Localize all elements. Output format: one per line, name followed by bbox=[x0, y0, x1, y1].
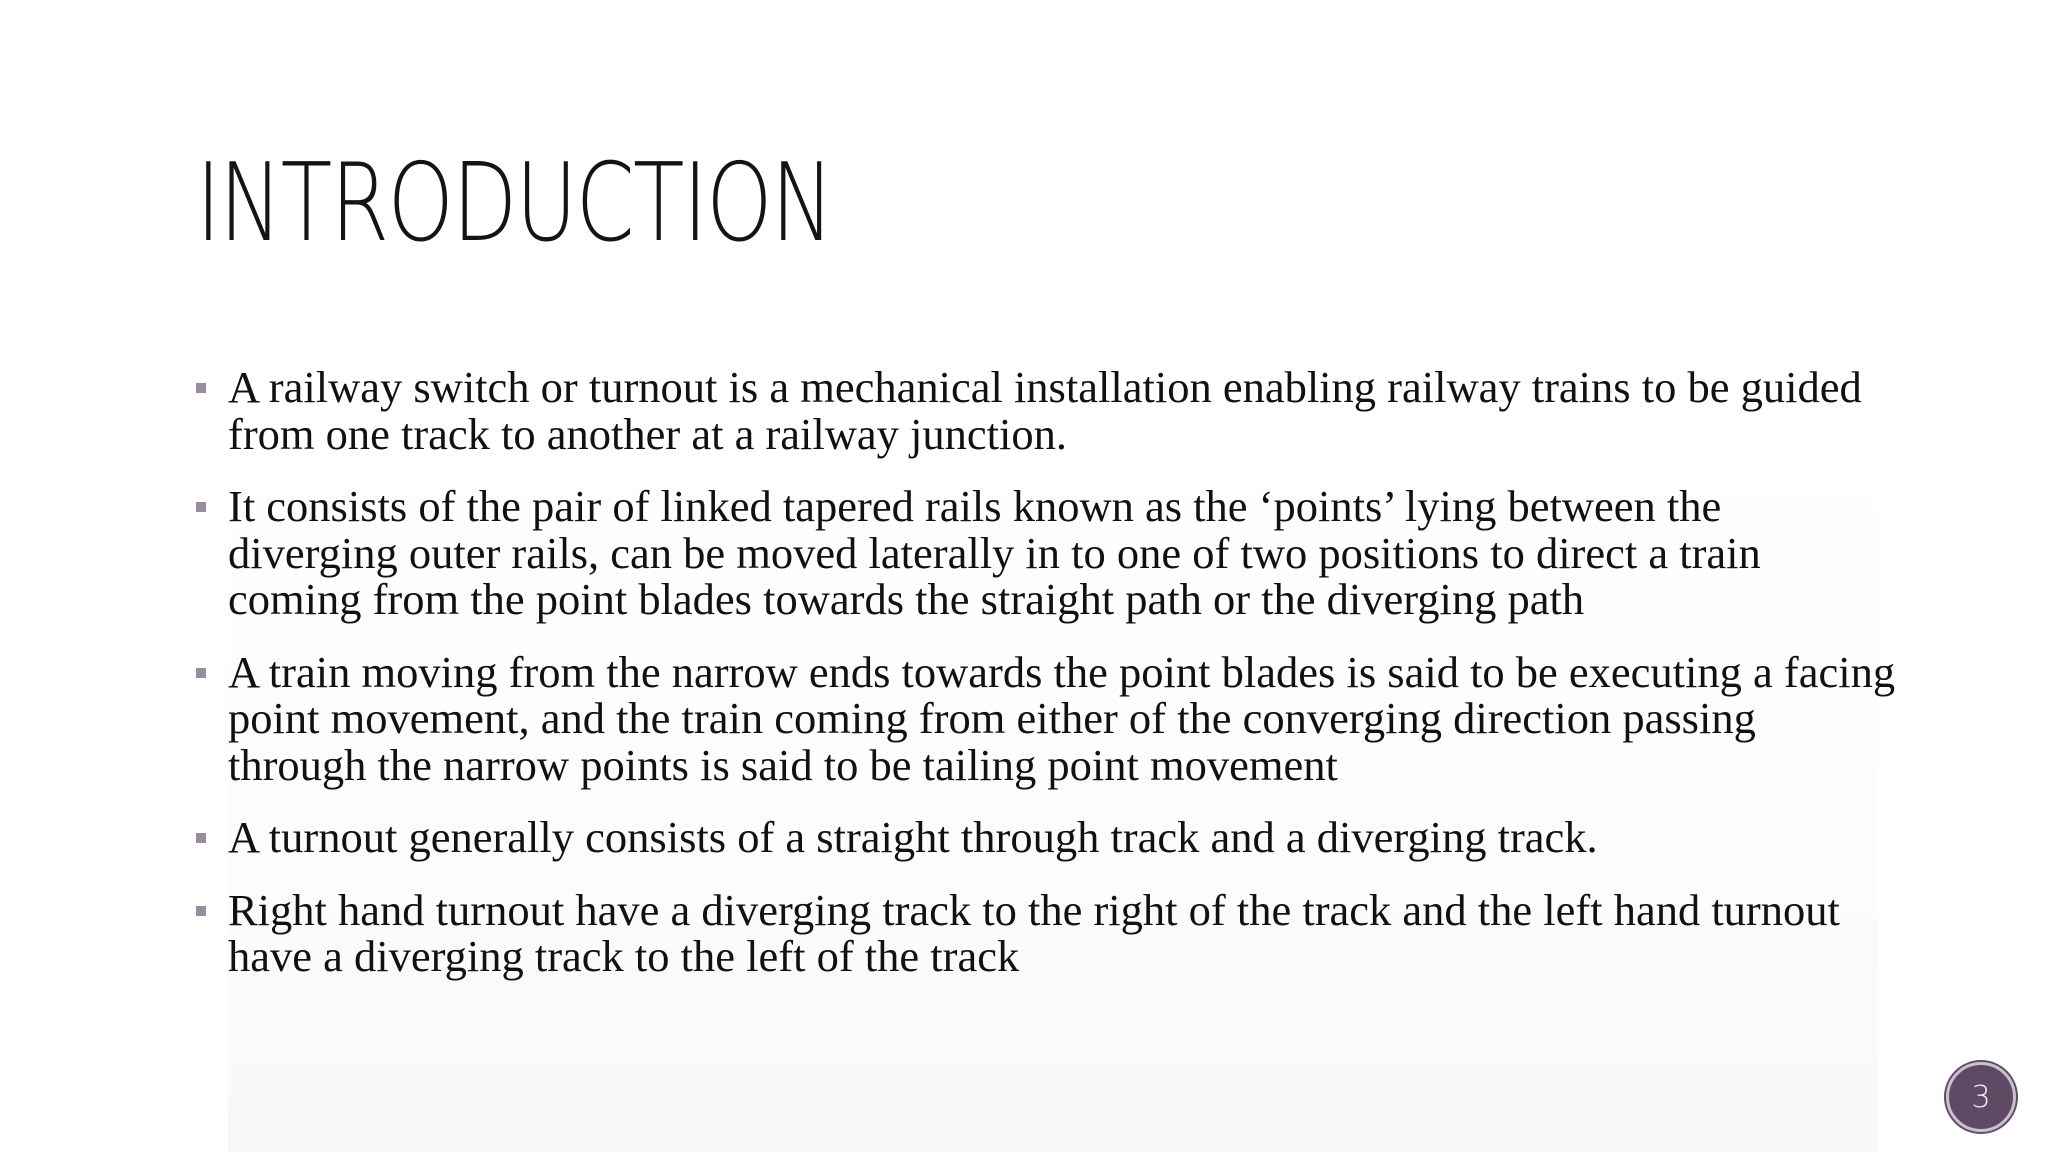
bullet-item bbox=[196, 483, 1896, 623]
slide-title: INTRODUCTION bbox=[196, 141, 833, 266]
square-bullet-icon bbox=[196, 668, 206, 678]
bullet-text: Right hand turnout have a diverging track to the right of the track and the left hand turnout have a diverging track to the left of the track bbox=[228, 884, 1840, 981]
bullet-item bbox=[196, 646, 1896, 790]
square-bullet-icon bbox=[196, 502, 206, 512]
bullet-text: A railway switch or turnout is a mechanical installation enabling railway trains to be guided from one track to another at a railway junction. bbox=[228, 362, 1862, 459]
square-bullet-icon bbox=[196, 383, 206, 393]
bullet-item bbox=[196, 884, 1896, 981]
bullet-text: A turnout generally consists of a straight through track and a diverging track. bbox=[228, 812, 1598, 862]
square-bullet-icon bbox=[196, 833, 206, 843]
page-number-badge: 3 bbox=[1946, 1062, 2016, 1132]
bullet-item bbox=[196, 364, 1896, 457]
bullet-text: A train moving from the narrow ends towards the point blades is said to be executing a facing point movement, and the train coming from either of the converging direction passing through the narrow points is said to be tailing point movement bbox=[228, 646, 1896, 790]
bullet-list bbox=[196, 364, 1896, 1006]
bullet-item bbox=[196, 814, 1896, 861]
square-bullet-icon bbox=[196, 906, 206, 916]
bullet-text: It consists of the pair of linked tapered rails known as the ‘points’ lying between the diverging outer rails, can be moved laterally in to one of two positions to direct a train coming from the point blades towards the straight path or the diverging path bbox=[228, 481, 1761, 624]
